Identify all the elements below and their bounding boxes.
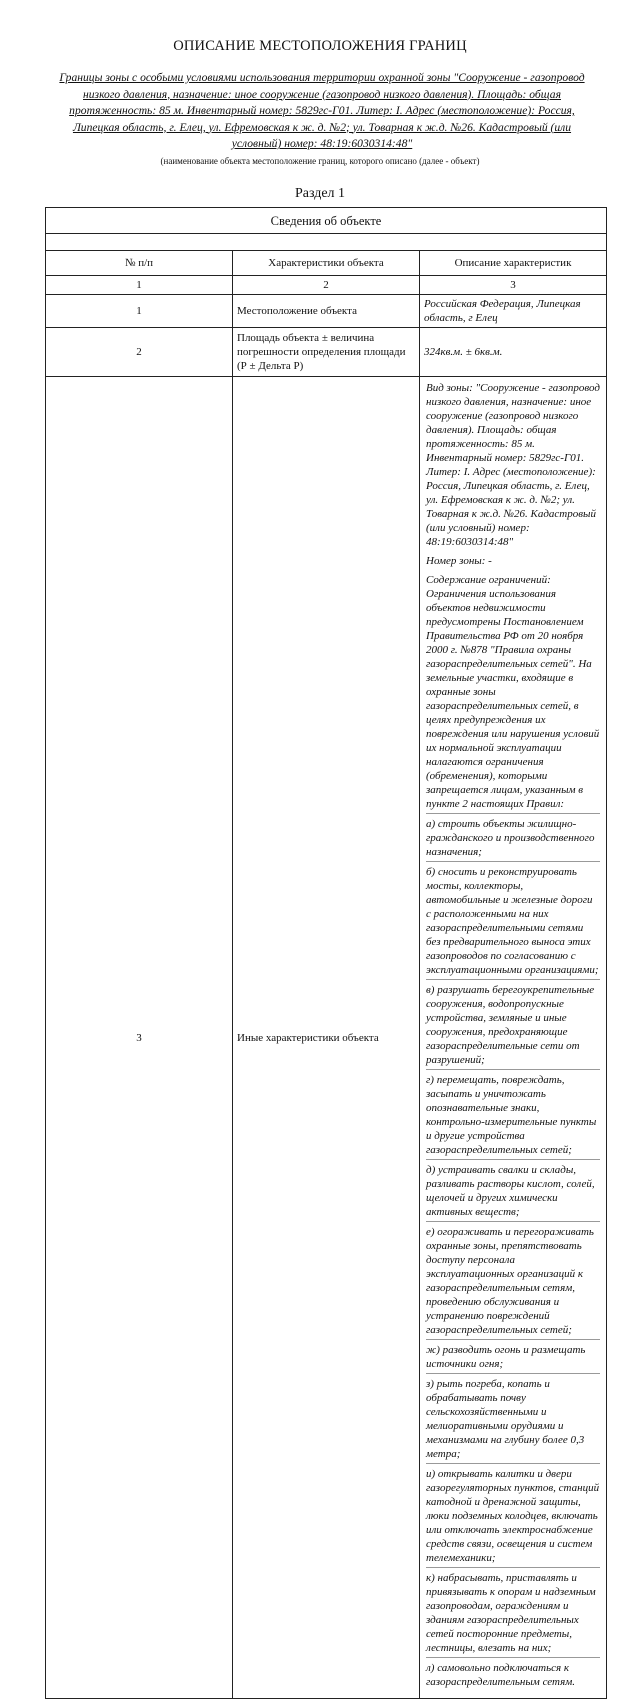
- details-paragraph: б) сносить и реконструировать мосты, коллекторы, автомобильные и железные дороги с расположенными на них газораспределительными сетями без предварительного выноса этих газопроводов по согласованию с эксплуатационными организациями;: [426, 865, 600, 980]
- row-details: [420, 377, 607, 1699]
- details-paragraph: з) рыть погреба, копать и обрабатывать почву сельскохозяйственными и мелиоративными орудиями и механизмами на глубину более 0,3 метра;: [426, 1377, 600, 1464]
- table-row: [46, 377, 607, 1699]
- row-value: Российская Федерация, Липецкая область, г Елец: [420, 295, 607, 328]
- column-header-characteristics: Характеристики объекта: [233, 251, 420, 276]
- table-column-numbers-row: [46, 276, 607, 295]
- details-paragraph: в) разрушать берегоукрепительные сооружения, водопропускные устройства, земляные и иные сооружения, предохраняющие газораспределительные сети от разрушений;: [426, 983, 600, 1070]
- table-row: [46, 295, 607, 328]
- details-paragraph: г) перемещать, повреждать, засыпать и уничтожать опознавательные знаки, контрольно-измерительные пункты и другие устройства газораспределительных сетей;: [426, 1073, 600, 1160]
- details-paragraph: Содержание ограничений: Ограничения использования объектов недвижимости предусмотрены Постановлением Правительства РФ от 20 ноября 2000 г. №878 "Правила охраны газораспределительных сетей". На земельные участки, входящие в охранные зоны газораспределительных сетей, в целях предупреждения их повреждения или нарушения условий их нормальной эксплуатации налагаются ограничения (обременения), которыми запрещается лицам, указанным в пункте 2 настоящих Правил:: [426, 573, 600, 814]
- column-number-2: 2: [233, 276, 420, 295]
- column-number-1: 1: [46, 276, 233, 295]
- table-header-row: [46, 208, 607, 234]
- table-columns-row: [46, 251, 607, 276]
- details-paragraph: л) самовольно подключаться к газораспределительным сетям.: [426, 1662, 575, 1688]
- row-characteristic: Площадь объекта ± величина погрешности определения площади (Р ± Дельта Р): [233, 328, 420, 377]
- column-header-description: Описание характеристик: [420, 251, 607, 276]
- column-header-num: № п/п: [46, 251, 233, 276]
- section-title: Раздел 1: [294, 186, 346, 201]
- table-spacer: [46, 234, 607, 251]
- row-number: 1: [46, 295, 233, 328]
- table-spacer-row: [46, 234, 607, 251]
- details-paragraph: е) огораживать и перегораживать охранные зоны, препятствовать доступу персонала эксплуатационных организаций к газораспределительным сетям, проведению обслуживания и устранению повреждений газораспределительных сетей;: [426, 1225, 600, 1340]
- details-paragraph: Номер зоны: -: [426, 555, 492, 567]
- details-paragraph: и) открывать калитки и двери газорегуляторных пунктов, станций катодной и дренажной защиты, люки подземных колодцев, включать или отключать электроснабжение средств связи, освещения и систем телемеханики;: [426, 1467, 600, 1568]
- row-characteristic: Местоположение объекта: [233, 295, 420, 328]
- details-paragraph: к) набрасывать, приставлять и привязывать к опорам и надземным газопроводам, ограждениям и зданиям газораспределительных сетей посторонние предметы, лестницы, влезать на них;: [426, 1571, 600, 1658]
- row-characteristic: Иные характеристики объекта: [233, 377, 420, 1699]
- row-value: 324кв.м. ± 6кв.м.: [420, 328, 607, 377]
- table-header: Сведения об объекте: [46, 208, 607, 234]
- row-number: 2: [46, 328, 233, 377]
- zone-description: Границы зоны с особыми условиями использования территории охранной зоны "Сооружение - газопровод низкого давления, назначение: иное сооружение (газопровод низкого давления). Площадь: общая протяженность: 85 м. Инвентарный номер: 5829гс-Г01. Литер: I. Адрес (местоположение): Россия, Липецкая область, г. Елец, ул. Ефремовская к ж. д. №2; ул. Товарная к ж.д. №26. Кадастровый (или условный) номер: 48:19:6030314:48": [59, 71, 585, 150]
- table-row: [46, 328, 607, 377]
- zone-description-note: (наименование объекта местоположение границ, которого описано (далее - объект): [160, 156, 480, 166]
- details-paragraph: ж) разводить огонь и размещать источники огня;: [426, 1343, 600, 1374]
- details-paragraph: а) строить объекты жилищно-гражданского и производственного назначения;: [426, 817, 600, 862]
- row-number: 3: [46, 377, 233, 1699]
- document-title: ОПИСАНИЕ МЕСТОПОЛОЖЕНИЯ ГРАНИЦ: [173, 38, 467, 54]
- object-info-table: [45, 207, 607, 1699]
- details-paragraph: д) устраивать свалки и склады, разливать растворы кислот, солей, щелочей и других химически активных веществ;: [426, 1163, 600, 1222]
- details-paragraph: Вид зоны: "Сооружение - газопровод низкого давления, назначение: иное сооружение (газопровод низкого давления). Площадь: общая протяженность: 85 м. Инвентарный номер: 5829гс-Г01. Литер: I. Адрес (местоположение): Россия, Липецкая область, г. Елец, ул. Ефремовская к ж. д. №2; ул. Товарная к ж.д. №26. Кадастровый (или условный) номер: 48:19:6030314:48": [426, 382, 600, 548]
- column-number-3: 3: [420, 276, 607, 295]
